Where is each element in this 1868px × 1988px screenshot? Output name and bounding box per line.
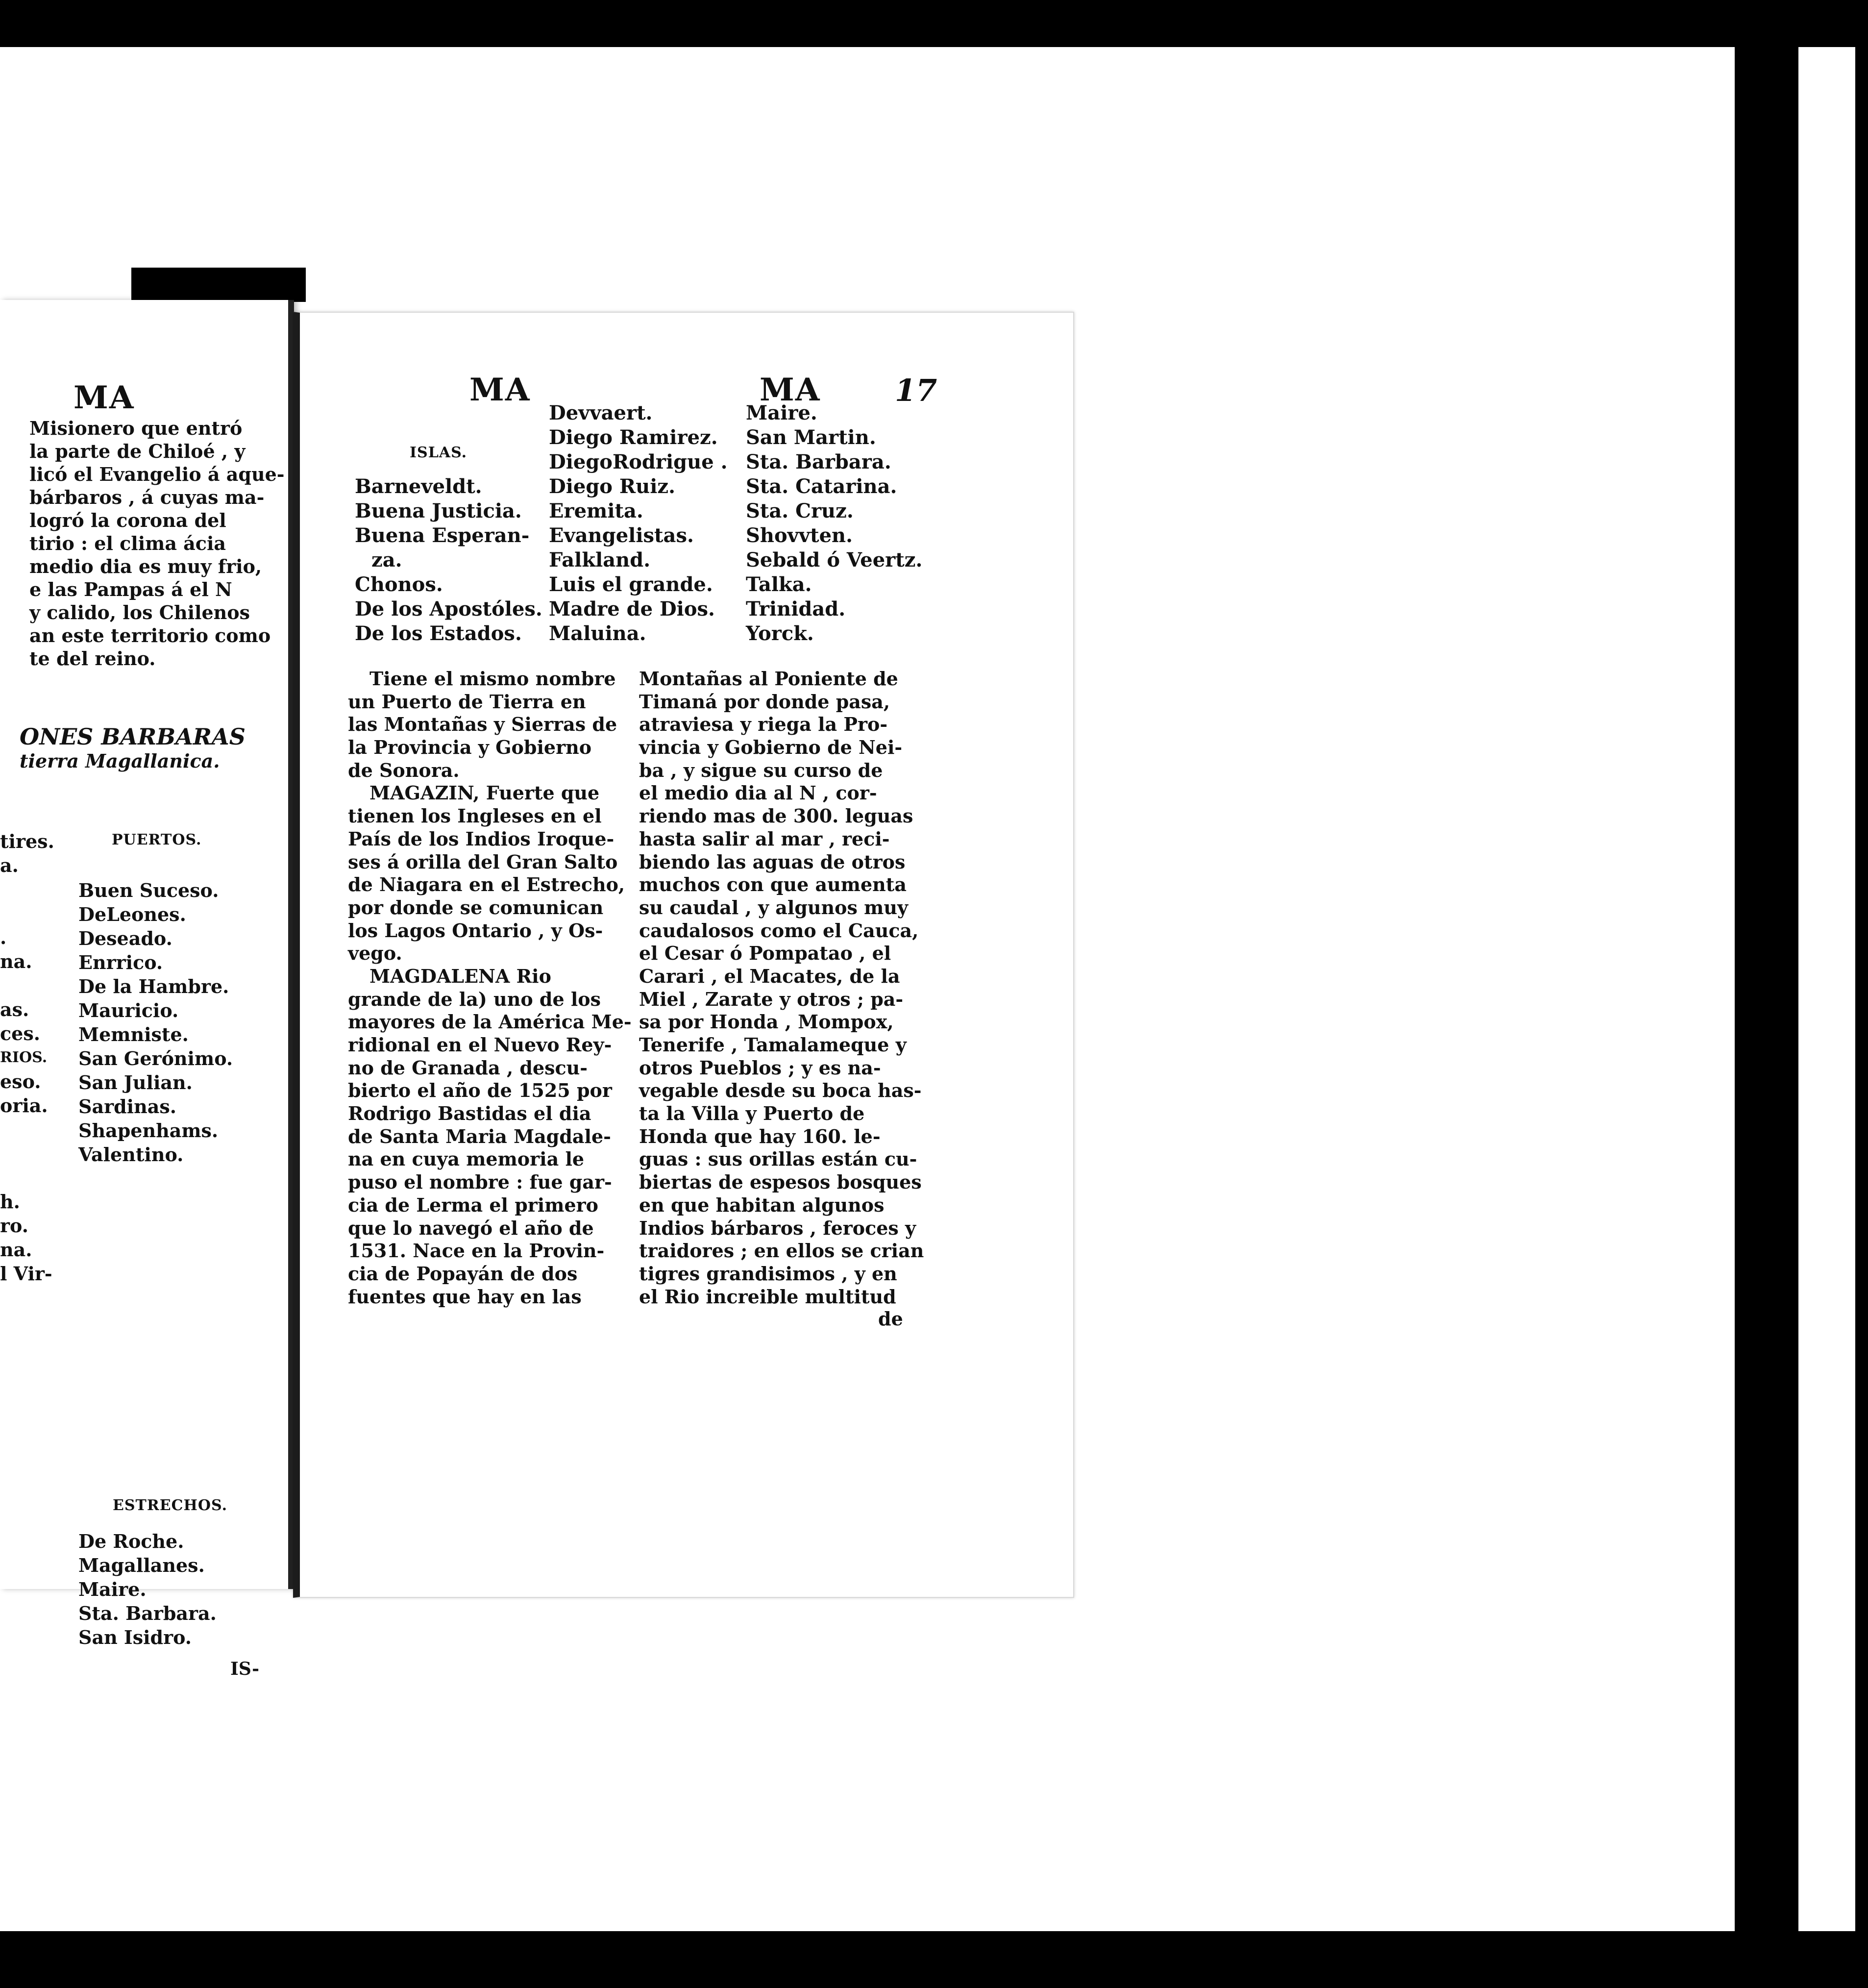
text-line: MAGAZIN, Fuerte que [369,782,600,804]
text-line: Indios bárbaros , feroces y [639,1217,916,1239]
text-line: mayores de la América Me- [348,1011,632,1033]
text-line: Tenerife , Tamalameque y [639,1034,907,1056]
list-item: Luis el grande. [549,573,713,596]
left-page [0,300,294,1679]
text-line: 1531. Nace en la Provin- [348,1240,605,1262]
list-item: Falkland. [549,548,651,572]
list-item: eso. [0,1070,41,1093]
text-line: Montañas al Poniente de [639,668,898,690]
puertos-list [78,878,233,1167]
text-line: Timaná por donde pasa, [639,690,890,713]
text-line: el medio dia al N , cor- [639,782,877,804]
list-item: ces. [0,1022,40,1044]
text-line: País de los Indios Iroque- [348,827,614,850]
list-item: Magallanes. [78,1554,205,1576]
list-item: Barneveldt. [355,475,482,498]
list-item: l Vir- [0,1263,52,1285]
text-line: tienen los Ingleses en el [348,805,602,827]
text-line: en que habitan algunos [639,1193,885,1216]
text-line: un Puerto de Tierra en [348,690,586,713]
list-item: Buen Suceso. [78,879,219,901]
text-line: biendo las aguas de otros [639,850,906,873]
text-line: medio dia es muy frio, [29,555,262,577]
list-item: Sta. Catarina. [746,475,897,498]
text-line: grande de la) uno de los [348,988,601,1010]
list-item: as. [0,998,29,1020]
estrechos-heading: ESTRECHOS. [113,1497,228,1514]
list-item: Devvaert. [549,401,653,424]
film-frame-top [0,0,1868,47]
list-item: Trinidad. [746,597,846,621]
text-line: de Niagara en el Estrecho, [348,873,625,896]
list-item: Mauricio. [78,999,179,1021]
text-line: fuentes que hay en las [348,1285,582,1308]
text-line: de Sonora. [348,759,460,781]
list-item: RIOS. [0,1049,48,1066]
page-tab-marker [131,268,306,302]
islas-column-3 [746,401,922,646]
list-item: Memniste. [78,1023,189,1045]
film-frame-right-edge [1855,47,1868,1931]
text-line: vegable desde su boca has- [639,1079,922,1102]
list-item: San Isidro. [78,1626,192,1648]
list-item: San Gerónimo. [78,1047,233,1069]
list-item: Sta. Barbara. [78,1602,217,1624]
right-page-header-left: MA [469,372,531,408]
text-line: de Santa Maria Magdale- [348,1125,611,1147]
list-item: na. [0,1239,32,1261]
text-line: guas : sus orillas están cu- [639,1148,917,1170]
text-line: caudalosos como el Cauca, [639,919,919,942]
catchword: IS- [230,1659,260,1679]
text-line: otros Pueblos ; y es na- [639,1056,881,1079]
left-page-header: MA [74,379,135,416]
list-item: tires. [0,830,54,852]
text-line: las Montañas y Sierras de [348,713,617,736]
list-item: Talka. [746,573,812,596]
list-item: a. [0,854,19,876]
list-item: oria. [0,1094,48,1117]
text-line: Carari , el Macates, de la [639,965,900,987]
text-line: la parte de Chiloé , y [29,440,246,462]
list-item: De los Estados. [355,622,522,645]
text-line: y calido, los Chilenos [29,601,250,623]
text-line: vego. [348,942,402,965]
estrechos-list [78,1529,217,1649]
text-line: Tiene el mismo nombre [369,668,616,690]
text-line: e las Pampas á el N [29,578,232,600]
list-item: Deseado. [78,927,172,949]
text-line: puso el nombre : fue gar- [348,1171,612,1193]
list-item: Evangelistas. [549,524,694,547]
text-line: cia de Popayán de dos [348,1262,578,1285]
list-item: Buena Justicia. [355,499,522,522]
list-item: Diego Ruiz. [549,475,676,498]
list-item: Sta. Barbara. [746,450,891,473]
list-item: Buena Esperan- [355,524,530,547]
list-item: De los Apostóles. [355,597,542,621]
text-line: MAGDALENA Rio [369,965,551,987]
list-item: na. [0,950,32,972]
text-line: bárbaros , á cuyas ma- [29,486,265,508]
text-line: biertas de espesos bosques [639,1171,922,1193]
list-item: Shapenhams. [78,1119,219,1142]
text-line: logró la corona del [29,509,226,531]
right-page-header-right: MA [760,372,821,408]
text-line: an este territorio como [29,624,271,646]
section-subtitle: tierra Magallanica. [20,750,220,772]
text-line: muchos con que aumenta [639,873,907,896]
list-item: . [0,926,7,948]
list-item: ro. [0,1215,28,1237]
list-item: Enrrico. [78,951,163,973]
text-line: la Provincia y Gobierno [348,736,592,759]
right-page [293,312,1074,1598]
text-line: tigres grandisimos , y en [639,1262,897,1285]
list-item: Eremita. [549,499,643,522]
text-line: el Rio increible multitud [639,1285,896,1308]
list-item: Maluina. [549,622,646,645]
page-number: 17 [895,373,937,408]
text-line: Miel , Zarate y otros ; pa- [639,988,904,1010]
text-line: tirio : el clima ácia [29,532,226,554]
text-line: ta la Villa y Puerto de [639,1102,865,1125]
catchword: de [878,1308,903,1330]
film-frame-bottom [0,1931,1868,1988]
text-line: Misionero que entró [29,417,243,439]
text-line: vincia y Gobierno de Nei- [639,736,903,759]
text-column-right [639,668,924,1308]
text-line: su caudal , y algunos muy [639,896,909,919]
text-line: riendo mas de 300. leguas [639,805,913,827]
text-line: el Cesar ó Pompatao , el [639,942,891,965]
section-title: ONES BARBARAS [20,723,246,750]
text-line: cia de Lerma el primero [348,1193,598,1216]
puertos-heading: PUERTOS. [112,831,202,848]
text-line: traidores ; en ellos se crian [639,1240,924,1262]
film-frame-right-bar [1735,47,1798,1931]
islas-column-1 [355,474,542,646]
list-item: Madre de Dios. [549,597,715,621]
list-item: San Martin. [746,426,876,449]
list-item: Yorck. [746,622,814,645]
text-line: Rodrigo Bastidas el dia [348,1102,591,1125]
text-line: te del reino. [29,647,156,670]
islas-column-2 [549,401,728,646]
list-item: DeLeones. [78,903,186,925]
list-item: Sebald ó Veertz. [746,548,923,572]
list-item: Chonos. [355,573,443,596]
text-line: licó el Evangelio á aque- [29,463,285,485]
text-line: sa por Honda , Mompox, [639,1011,894,1033]
list-item: Sardinas. [78,1095,176,1118]
list-item: Valentino. [78,1143,184,1166]
list-item: De Roche. [78,1530,184,1552]
text-line: los Lagos Ontario , y Os- [348,919,603,942]
list-item: San Julian. [78,1071,193,1093]
list-item: za. [371,548,402,572]
text-line: ba , y sigue su curso de [639,759,883,781]
text-line: ses á orilla del Gran Salto [348,850,618,873]
list-item: DiegoRodrigue . [549,450,728,473]
text-line: que lo navegó el año de [348,1217,594,1239]
left-truncated-column [0,829,54,1286]
text-line: por donde se comunican [348,896,604,919]
list-item: Diego Ramirez. [549,426,718,449]
list-item: Sta. Cruz. [746,499,854,522]
list-item: Maire. [78,1578,147,1600]
list-item: De la Hambre. [78,975,229,997]
text-line: hasta salir al mar , reci- [639,827,890,850]
text-line: na en cuya memoria le [348,1148,585,1170]
text-line: bierto el año de 1525 por [348,1079,612,1102]
left-page-paragraph [29,417,284,670]
text-column-left [348,668,632,1308]
text-line: no de Granada , descu- [348,1056,588,1079]
list-item: h. [0,1191,20,1213]
text-line: Honda que hay 160. le- [639,1125,881,1147]
text-line: ridional en el Nuevo Rey- [348,1034,612,1056]
list-item: Shovvten. [746,524,853,547]
text-line: atraviesa y riega la Pro- [639,713,888,736]
islas-heading: ISLAS. [410,444,467,461]
list-item: Maire. [746,401,817,424]
